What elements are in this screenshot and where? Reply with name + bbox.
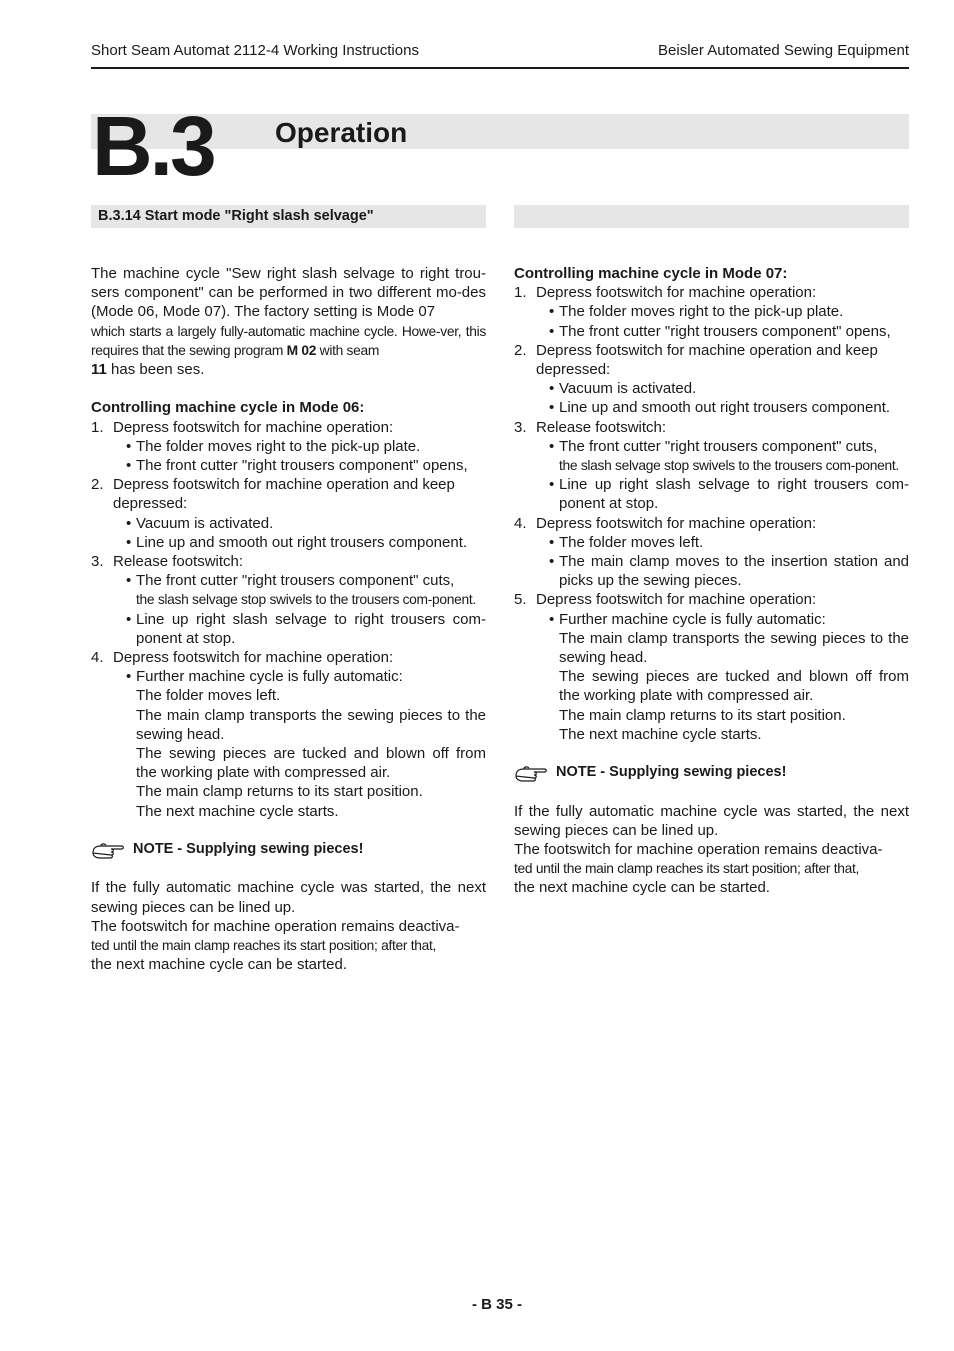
step-text: Depress footswitch for machine operation:: [536, 591, 817, 609]
step-number: 1.: [514, 284, 527, 302]
bullet-item: [91, 571, 486, 590]
bullet-icon: •: [126, 572, 132, 590]
bullet-text: The folder moves left.: [559, 533, 704, 551]
bullet-text: The folder moves right to the pick-up plate.: [559, 303, 844, 321]
bullet-item: [514, 610, 909, 629]
bullet-text: The folder moves right to the pick-up plate.: [136, 437, 421, 455]
bullet-icon: •: [549, 476, 555, 494]
bullet-item: [91, 456, 486, 475]
bullet-continuation: The sewing pieces are tucked and blown off from the working plate with compressed air.: [136, 745, 486, 782]
bullet-icon: •: [549, 303, 555, 321]
bullet-item: [514, 552, 909, 590]
step-2: [514, 341, 909, 379]
bullet-icon: •: [549, 533, 555, 551]
note-paragraph: ted until the main clamp reaches its start position; after that,: [91, 938, 437, 954]
step-number: 3.: [91, 553, 104, 571]
step-number: 2.: [91, 476, 104, 494]
bullet-continuation: The main clamp transports the sewing pieces to the sewing head.: [559, 629, 909, 667]
step-text: Depress footswitch for machine operation and keep depressed:: [113, 476, 455, 513]
bullet-icon: •: [126, 457, 132, 475]
mode07-heading: Controlling machine cycle in Mode 07:: [514, 265, 788, 282]
step-3: [514, 418, 909, 437]
bullet-icon: •: [549, 399, 555, 417]
bullet-continuation: The main clamp transports the sewing pieces to the sewing head.: [136, 706, 486, 743]
note-paragraph: The footswitch for machine operation remains deactiva-: [91, 917, 460, 935]
bullet-text: The front cutter "right trousers component" opens,: [559, 322, 891, 340]
bullet-text: Vacuum is activated.: [559, 380, 697, 398]
bullet-item: [91, 667, 486, 686]
bullet-icon: •: [126, 533, 132, 551]
section-title: B.3.14 Start mode "Right slash selvage": [98, 208, 374, 224]
step-text: Depress footswitch for machine operation:: [113, 418, 394, 436]
note-paragraph: If the fully automatic machine cycle was started, the next sewing pieces can be lined up.: [514, 802, 909, 839]
bullet-icon: •: [126, 437, 132, 455]
step-4: [514, 514, 909, 533]
intro-text-end: has been ses.: [111, 361, 205, 379]
chapter-number: B.3: [92, 99, 214, 193]
bullet-continuation: The next machine cycle starts.: [136, 802, 339, 820]
header-rule: [91, 67, 909, 69]
intro-paragraph-b: [91, 322, 486, 360]
step-5: [514, 590, 909, 609]
bullet-continuation: The folder moves left.: [136, 687, 281, 705]
bullet-text: Further machine cycle is fully automatic:: [136, 668, 403, 686]
note-heading: [91, 840, 486, 859]
bullet-continuation: The main clamp returns to its start position.: [559, 706, 846, 724]
spacer: [91, 379, 486, 398]
bullet-text: Vacuum is activated.: [136, 514, 274, 532]
bullet-item: [514, 475, 909, 513]
pointing-hand-icon: [514, 764, 552, 782]
step-number: 1.: [91, 418, 104, 436]
bullet-text: The front cutter "right trousers component" opens,: [136, 457, 468, 475]
bullet-icon: •: [549, 437, 555, 455]
program-id: M 02: [286, 342, 317, 358]
bullet-item: [91, 437, 486, 456]
bullet-text: The front cutter "right trousers component" cuts,: [559, 437, 878, 455]
intro-text-seam: with seam: [319, 342, 380, 358]
note-heading-text: NOTE - Supplying sewing pieces!: [556, 764, 787, 781]
bullet-item: [91, 610, 486, 648]
bullet-text: The front cutter "right trousers component" cuts,: [136, 572, 455, 590]
bullet-item: [514, 398, 909, 417]
step-number: 4.: [91, 649, 104, 667]
note-heading-text: NOTE - Supplying sewing pieces!: [133, 841, 364, 858]
bullet-icon: •: [126, 610, 132, 628]
bullet-item: [514, 302, 909, 321]
seam-number: 11: [91, 361, 107, 379]
note-paragraph: ted until the main clamp reaches its start position; after that,: [514, 861, 860, 877]
step-1: [91, 418, 486, 437]
step-2: [91, 475, 486, 513]
spacer: [514, 782, 909, 801]
step-text: Release footswitch:: [536, 418, 667, 436]
step-text: Depress footswitch for machine operation:: [536, 514, 817, 532]
step-1: [514, 283, 909, 302]
bullet-text: The main clamp moves to the insertion station and picks up the sewing pieces.: [559, 553, 909, 590]
section-band-right: [514, 205, 909, 228]
bullet-text: Line up and smooth out right trousers component.: [136, 533, 468, 551]
bullet-icon: •: [549, 610, 555, 628]
bullet-item: [514, 437, 909, 456]
page-number: - B 35 -: [471, 1296, 522, 1313]
header-left: Short Seam Automat 2112-4 Working Instructions: [91, 42, 419, 59]
bullet-item: [91, 533, 486, 552]
intro-text: which starts a largely fully-automatic machine cycle. Howe-ver, this requires that the sewing program: [91, 323, 486, 358]
bullet-continuation: The sewing pieces are tucked and blown off from the working plate with compressed air.: [559, 668, 909, 705]
bullet-text: Line up right slash selvage to right trousers com-ponent at stop.: [559, 476, 909, 513]
right-column: [514, 264, 909, 898]
pointing-hand-icon: [91, 841, 129, 859]
step-number: 4.: [514, 514, 527, 532]
left-column: [91, 264, 486, 974]
bullet-item: [514, 322, 909, 341]
bullet-item: [91, 514, 486, 533]
step-number: 5.: [514, 591, 527, 609]
step-number: 2.: [514, 341, 527, 359]
bullet-icon: •: [126, 668, 132, 686]
header-right: Beisler Automated Sewing Equipment: [658, 42, 909, 59]
bullet-icon: •: [549, 322, 555, 340]
step-3: [91, 552, 486, 571]
step-number: 3.: [514, 418, 527, 436]
note-paragraph: the next machine cycle can be started.: [514, 879, 770, 897]
bullet-icon: •: [126, 514, 132, 532]
bullet-text: Further machine cycle is fully automatic:: [559, 610, 826, 628]
intro-paragraph-a: The machine cycle "Sew right slash selvage to right trou-sers component" can be performed in two different mo-des (Mode 06, Mode 07). The factory setting is Mode 07: [91, 265, 486, 321]
note-paragraph: If the fully automatic machine cycle was started, the next sewing pieces can be lined up.: [91, 879, 486, 916]
bullet-continuation: The next machine cycle starts.: [559, 725, 762, 743]
bullet-item: [514, 379, 909, 398]
step-text: Depress footswitch for machine operation and keep depressed:: [536, 341, 878, 379]
spacer: [91, 859, 486, 878]
bullet-item: [514, 533, 909, 552]
bullet-icon: •: [549, 553, 555, 571]
note-paragraph: the next machine cycle can be started.: [91, 956, 347, 974]
step-text: Depress footswitch for machine operation:: [113, 649, 394, 667]
spacer: [91, 821, 486, 840]
step-text: Depress footswitch for machine operation:: [536, 284, 817, 302]
bullet-text: Line up right slash selvage to right trousers com-ponent at stop.: [136, 610, 486, 647]
mode06-heading: Controlling machine cycle in Mode 06:: [91, 399, 365, 417]
bullet-continuation: the slash selvage stop swivels to the trousers com-ponent.: [136, 592, 476, 608]
note-heading: [514, 763, 909, 782]
spacer: [514, 744, 909, 763]
bullet-continuation: The main clamp returns to its start position.: [136, 783, 423, 801]
intro-paragraph-c: [91, 360, 486, 379]
bullet-continuation: the slash selvage stop swivels to the trousers com-ponent.: [559, 458, 899, 474]
page-title: Operation: [275, 117, 408, 148]
step-4: [91, 648, 486, 667]
step-text: Release footswitch:: [113, 553, 244, 571]
bullet-icon: •: [549, 380, 555, 398]
note-paragraph: The footswitch for machine operation remains deactiva-: [514, 841, 883, 859]
bullet-text: Line up and smooth out right trousers component.: [559, 399, 891, 417]
